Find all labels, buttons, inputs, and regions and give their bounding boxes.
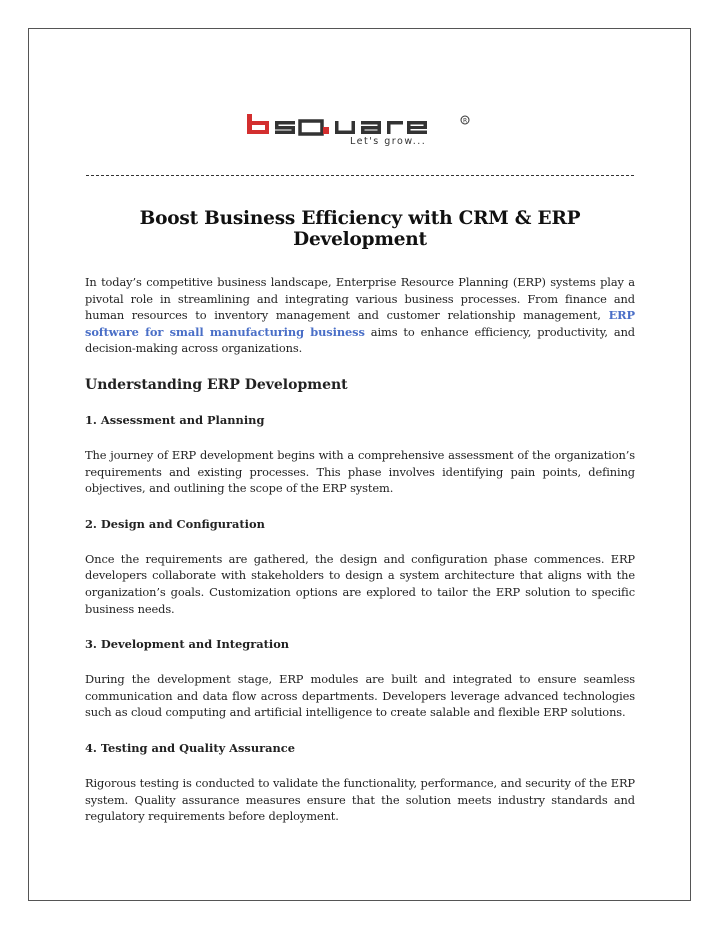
step-heading: 1. Assessment and Planning bbox=[85, 412, 265, 427]
bsquare-logo-icon bbox=[247, 112, 473, 146]
step-heading: 3. Development and Integration bbox=[85, 637, 290, 652]
step-body: Rigorous testing is conducted to validate the functionality, performance, and security of the ERP system. Quality assurance measures ensure that the solution meets industry standards and regulatory requirements before deployment. bbox=[85, 775, 635, 824]
logo-tagline: Let's grow... bbox=[350, 136, 427, 146]
erp-software-link[interactable]: ERP software for small manufacturing business bbox=[85, 308, 635, 339]
section-heading: Understanding ERP Development bbox=[85, 376, 348, 393]
dashed-divider bbox=[86, 175, 634, 176]
intro-paragraph bbox=[85, 274, 635, 357]
step-body: Once the requirements are gathered, the design and configuration phase commences. ERP developers collaborate with stakeholders to design a system architecture that aligns with the organization’s goals. Customization options are explored to tailor the ERP solution to specific business needs. bbox=[85, 551, 635, 616]
intro-text-after-link: aims to enhance efficiency, productivity, and decision-making across organizations. bbox=[85, 324, 635, 356]
page-title: Boost Business Efficiency with CRM & ERP Development bbox=[139, 208, 581, 250]
bsquare-logo bbox=[247, 112, 473, 146]
step-heading: 4. Testing and Quality Assurance bbox=[85, 740, 295, 755]
intro-text-before-link: In today’s competitive business landscape, Enterprise Resource Planning (ERP) systems play a pivotal role in streamlining and integrating various business processes. From finance and human resources to inventory management and customer relationship management, bbox=[85, 275, 635, 323]
document-body bbox=[85, 208, 635, 825]
step-body: The journey of ERP development begins with a comprehensive assessment of the organization’s requirements and existing processes. This phase involves identifying pain points, defining objectives, and outlining the scope of the ERP system. bbox=[85, 447, 635, 496]
step-heading: 2. Design and Configuration bbox=[85, 516, 265, 531]
step-body: During the development stage, ERP modules are built and integrated to ensure seamless communication and data flow across departments. Developers leverage advanced technologies such as cloud computing and artificial intelligence to create salable and flexible ERP solutions. bbox=[85, 672, 635, 720]
svg-text:R: R bbox=[463, 117, 468, 125]
